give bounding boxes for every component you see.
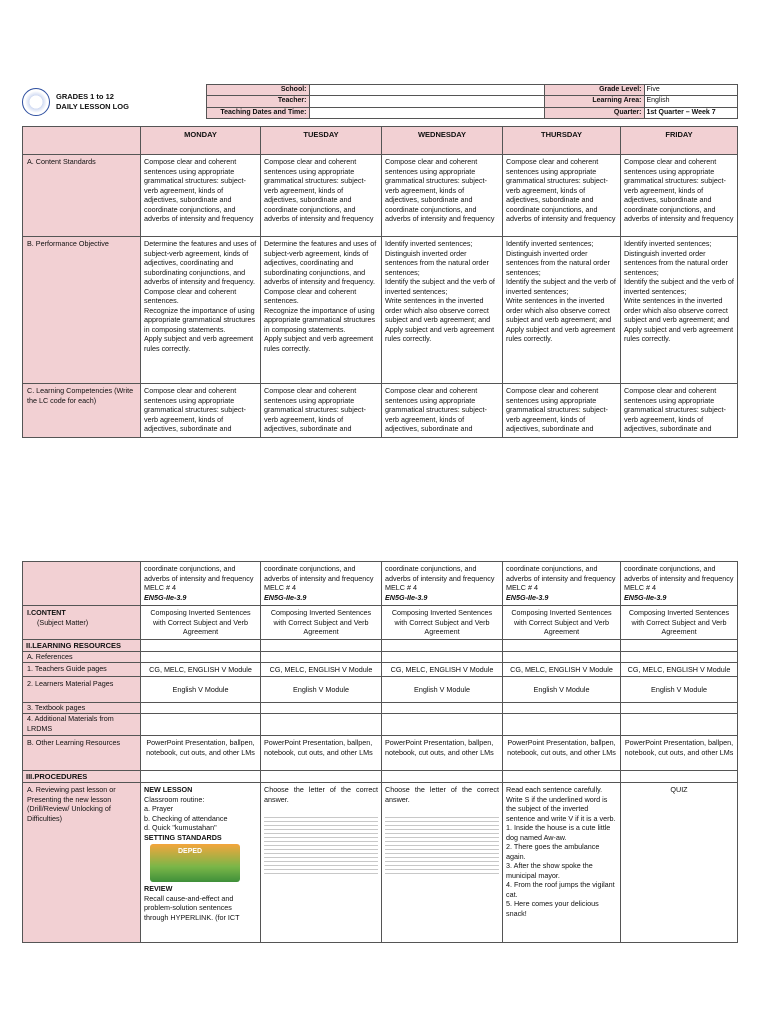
other-monday: PowerPoint Presentation, ballpen, notebook, cut outs, and other LMs [141, 736, 261, 771]
content-monday: Composing Inverted Sentences with Correct Subject and Verb Agreement [141, 606, 261, 640]
day-header-friday: FRIDAY [621, 127, 738, 155]
label-references: A. References [23, 651, 141, 662]
tg-thursday: CG, MELC, ENGLISH V Module [503, 662, 621, 677]
label-additional-materials: 4. Additional Materials from LRDMS [23, 714, 141, 736]
wednesday-instruction: Choose the letter of the correct answer. [385, 785, 499, 804]
label-competencies: C. Learning Competencies (Write the LC code for each) [23, 384, 141, 438]
row-learners-material [23, 677, 738, 703]
school-label: School: [206, 85, 309, 96]
standards-banner-image [150, 844, 240, 882]
lesson-table-page2 [22, 561, 737, 943]
row-content-standards [23, 155, 738, 237]
tg-friday: CG, MELC, ENGLISH V Module [621, 662, 738, 677]
competency-friday: Compose clear and coherent sentences using appropriate grammatical structures: subject-verb agreement, kinds of adjectives, subordinate and [621, 384, 738, 438]
row-learning-resources [23, 639, 738, 651]
performance-thursday: Identify inverted sentences; Distinguish inverted order sentences from the natural order sentences; Identify the subject and the verb of inverted sentences; Write sentences in the inverted order which also observe correct subject and verb agreement; and Apply subject and verb agreement rules correctly. [503, 237, 621, 384]
row-competencies [23, 384, 738, 438]
label-other-resources: B. Other Learning Resources [23, 736, 141, 771]
day-header-tuesday: TUESDAY [261, 127, 382, 155]
dates-value [309, 107, 544, 118]
row-review-lesson [23, 783, 738, 943]
tg-tuesday: CG, MELC, ENGLISH V Module [261, 662, 382, 677]
lm-wednesday: English V Module [382, 677, 503, 703]
competency-cont-text: coordinate conjunctions, and adverbs of intensity and frequency MELC # 4 [264, 564, 374, 592]
teacher-value [309, 96, 544, 107]
content-subheading: (Subject Matter) [37, 617, 89, 627]
competency-cont-tuesday [261, 562, 382, 606]
other-wednesday: PowerPoint Presentation, ballpen, notebook, cut outs, and other LMs [382, 736, 503, 771]
deped-seal-icon [22, 88, 50, 116]
day-header-monday: MONDAY [141, 127, 261, 155]
lm-friday: English V Module [621, 677, 738, 703]
corner-cell [23, 127, 141, 155]
dates-label: Teaching Dates and Time: [206, 107, 309, 118]
label-performance-objective: B. Performance Objective [23, 237, 141, 384]
label-review-lesson: A. Reviewing past lesson or Presenting the new lesson (Drill/Review/ Unlocking of Difficulties) [23, 783, 141, 943]
label-teachers-guide: 1. Teachers Guide pages [23, 662, 141, 677]
content-friday: Composing Inverted Sentences with Correct Subject and Verb Agreement [621, 606, 738, 640]
grade-level-label: Grade Level: [544, 85, 644, 96]
review-wednesday [382, 783, 503, 943]
day-header-wednesday: WEDNESDAY [382, 127, 503, 155]
competency-thursday: Compose clear and coherent sentences using appropriate grammatical structures: subject-verb agreement, kinds of adjectives, subordinate and [503, 384, 621, 438]
new-lesson-heading: NEW LESSON [144, 785, 193, 794]
other-thursday: PowerPoint Presentation, ballpen, notebook, cut outs, and other LMs [503, 736, 621, 771]
competency-cont-friday [621, 562, 738, 606]
form-title-line1: GRADES 1 to 12 [56, 91, 114, 101]
row-competencies-cont [23, 562, 738, 606]
row-other-resources [23, 736, 738, 771]
row-teachers-guide [23, 662, 738, 677]
melc-code: EN5G-IIe-3.9 [624, 592, 667, 602]
other-tuesday: PowerPoint Presentation, ballpen, notebook, cut outs, and other LMs [261, 736, 382, 771]
competency-tuesday: Compose clear and coherent sentences using appropriate grammatical structures: subject-verb agreement, kinds of adjectives, subordinate and [261, 384, 382, 438]
label-competencies-cont [23, 562, 141, 606]
label-procedures: III.PROCEDURES [23, 771, 141, 783]
label-content-standards: A. Content Standards [23, 155, 141, 237]
content-standards-wednesday: Compose clear and coherent sentences using appropriate grammatical structures: subject-verb agreement, kinds of adjectives, subordinate and coordinate conjunctions, and adverbs of intensity and frequency [382, 155, 503, 237]
other-friday: PowerPoint Presentation, ballpen, notebook, cut outs, and other LMs [621, 736, 738, 771]
lm-thursday: English V Module [503, 677, 621, 703]
content-thursday: Composing Inverted Sentences with Correct Subject and Verb Agreement [503, 606, 621, 640]
performance-tuesday: Determine the features and uses of subject-verb agreement, kinds of adjectives, coordinating and subordinating conjunctions, and adverbs of intensity and frequency. Compose clear and coherent sentences. Recognize the importance of using appropriate grammatical structures in composing statements. Apply subject and verb agreement rules correctly. [261, 237, 382, 384]
content-standards-friday: Compose clear and coherent sentences using appropriate grammatical structures: subject-verb agreement, kinds of adjectives, subordinate and coordinate conjunctions, and adverbs of intensity and frequency [621, 155, 738, 237]
form-title-line2: DAILY LESSON LOG [56, 101, 129, 111]
teacher-label: Teacher: [206, 96, 309, 107]
learning-area-value: English [644, 96, 737, 107]
row-performance-objective [23, 237, 738, 384]
quarter-label: Quarter: [544, 107, 644, 118]
performance-friday: Identify inverted sentences; Distinguish inverted order sentences from the natural order sentences; Identify the subject and the verb of inverted sentences; Write sentences in the inverted order which also observe correct subject and verb agreement; and Apply subject and verb agreement rules correctly. [621, 237, 738, 384]
tg-monday: CG, MELC, ENGLISH V Module [141, 662, 261, 677]
label-content [23, 606, 141, 640]
competency-cont-text: coordinate conjunctions, and adverbs of intensity and frequency MELC # 4 [144, 564, 254, 592]
label-textbook: 3. Textbook pages [23, 703, 141, 714]
day-header-thursday: THURSDAY [503, 127, 621, 155]
row-procedures [23, 771, 738, 783]
label-learners-material: 2. Learners Material Pages [23, 677, 141, 703]
setting-standards-heading: SETTING STANDARDS [144, 832, 222, 842]
lm-monday: English V Module [141, 677, 261, 703]
content-standards-monday: Compose clear and coherent sentences using appropriate grammatical structures: subject-verb agreement, kinds of adjectives, subordinate and coordinate conjunctions, and adverbs of intensity and frequency [141, 155, 261, 237]
wednesday-worksheet-image [385, 814, 499, 874]
review-friday: QUIZ [621, 783, 738, 943]
lesson-table-page1 [22, 126, 737, 438]
review-heading: REVIEW [144, 884, 173, 893]
quarter-value: 1st Quarter – Week 7 [644, 107, 737, 118]
competency-cont-text: coordinate conjunctions, and adverbs of intensity and frequency MELC # 4 [506, 564, 616, 592]
classroom-routine: Classroom routine: a. Prayer b. Checking of attendance d. Quick "kumustahan" [144, 794, 228, 832]
header-block [22, 84, 737, 120]
competency-monday: Compose clear and coherent sentences using appropriate grammatical structures: subject-verb agreement, kinds of adjectives, subordinate and [141, 384, 261, 438]
header-title-cell [22, 85, 206, 119]
competency-wednesday: Compose clear and coherent sentences using appropriate grammatical structures: subject-verb agreement, kinds of adjectives, subordinate and [382, 384, 503, 438]
content-standards-tuesday: Compose clear and coherent sentences using appropriate grammatical structures: subject-verb agreement, kinds of adjectives, subordinate and coordinate conjunctions, and adverbs of intensity and frequency [261, 155, 382, 237]
content-heading: I.CONTENT [27, 608, 66, 617]
review-tuesday [261, 783, 382, 943]
tg-wednesday: CG, MELC, ENGLISH V Module [382, 662, 503, 677]
competency-cont-monday [141, 562, 261, 606]
melc-code: EN5G-IIe-3.9 [264, 592, 307, 602]
review-monday [141, 783, 261, 943]
melc-code: EN5G-IIe-3.9 [506, 592, 549, 602]
lm-tuesday: English V Module [261, 677, 382, 703]
row-additional-materials [23, 714, 738, 736]
tuesday-instruction: Choose the letter of the correct answer. [264, 785, 378, 804]
school-value [309, 85, 544, 96]
competency-cont-wednesday [382, 562, 503, 606]
grade-level-value: Five [644, 85, 737, 96]
learning-area-label: Learning Area: [544, 96, 644, 107]
content-wednesday: Composing Inverted Sentences with Correct Subject and Verb Agreement [382, 606, 503, 640]
label-learning-resources: II.LEARNING RESOURCES [23, 639, 141, 651]
banner-text: DEPED [178, 848, 203, 855]
content-standards-thursday: Compose clear and coherent sentences using appropriate grammatical structures: subject-verb agreement, kinds of adjectives, subordinate and coordinate conjunctions, and adverbs of intensity and frequency [503, 155, 621, 237]
performance-monday: Determine the features and uses of subject-verb agreement, kinds of adjectives, coordinating and subordinating conjunctions, and adverbs of intensity and frequency. Compose clear and coherent sentences. Recognize the importance of using appropriate grammatical structures in composing statements. Apply subject and verb agreement rules correctly. [141, 237, 261, 384]
melc-code: EN5G-IIe-3.9 [144, 592, 187, 602]
row-references [23, 651, 738, 662]
review-thursday: Read each sentence carefully. Write S if the underlined word is the subject of the inverted sentence and write V if it is a verb. 1. Inside the house is a cute little dog named Aw-aw. 2. There goes the ambulance again. 3. After the show spoke the municipal mayor. 4. From the roof jumps the vigilant cat. 5. Here comes your delicious snack! [503, 783, 621, 943]
header-table [22, 84, 738, 119]
tuesday-worksheet-image [264, 814, 378, 874]
row-content [23, 606, 738, 640]
recall-text: Recall cause-and-effect and problem-solution sentences through HYPERLINK. (for ICT [144, 893, 240, 922]
melc-code: EN5G-IIe-3.9 [385, 592, 428, 602]
competency-cont-text: coordinate conjunctions, and adverbs of intensity and frequency MELC # 4 [624, 564, 734, 592]
competency-cont-text: coordinate conjunctions, and adverbs of intensity and frequency MELC # 4 [385, 564, 495, 592]
content-tuesday: Composing Inverted Sentences with Correct Subject and Verb Agreement [261, 606, 382, 640]
competency-cont-thursday [503, 562, 621, 606]
row-textbook [23, 703, 738, 714]
performance-wednesday: Identify inverted sentences; Distinguish inverted order sentences from the natural order sentences; Identify the subject and the verb of inverted sentences; Write sentences in the inverted order which also observe correct subject and verb agreement; and Apply subject and verb agreement rules correctly. [382, 237, 503, 384]
